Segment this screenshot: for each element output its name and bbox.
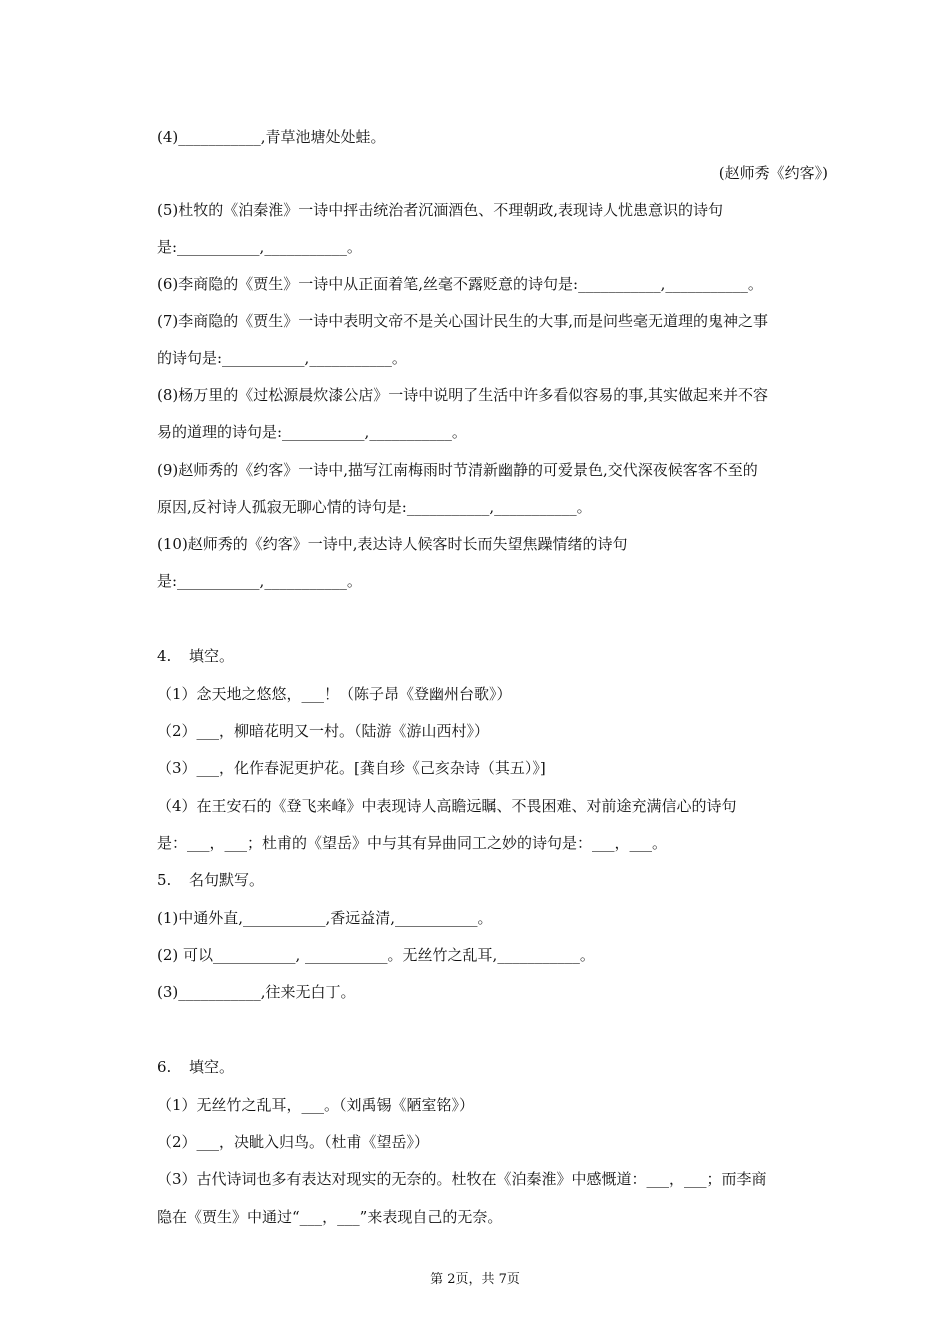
q3-item5-line1: (5)杜牧的《泊秦淮》一诗中抨击统治者沉湎酒色、不理朝政,表现诗人忧患意识的诗句 (157, 201, 724, 219)
q4-item2: （2）___，柳暗花明又一村。（陆游《游山西村》） (157, 722, 490, 740)
q5-number: 5. (157, 871, 172, 889)
q6-item3-line1: （3）古代诗词也多有表达对现实的无奈的。杜牧在《泊秦淮》中感慨道：___，___；而李商 (157, 1170, 767, 1188)
q5-item3: (3)___________,往来无白丁。 (157, 983, 356, 1001)
q4-title: 填空。 (189, 647, 235, 665)
q4-item4-line1: （4）在王安石的《登飞来峰》中表现诗人高瞻远瞩、不畏困难、对前途充满信心的诗句 (157, 797, 737, 815)
q3-item10-line1: (10)赵师秀的《约客》一诗中,表达诗人候客时长而失望焦躁情绪的诗句 (157, 535, 628, 553)
q4-item3: （3）___，化作春泥更护花。[龚自珍《己亥杂诗（其五）》] (157, 759, 546, 777)
q3-item5-line2: 是:___________,___________。 (157, 238, 362, 256)
q6-item1: （1）无丝竹之乱耳，___。（刘禹锡《陋室铭》） (157, 1096, 475, 1114)
q6-number: 6. (157, 1058, 172, 1076)
q6-title: 填空。 (189, 1058, 235, 1076)
q6-item2: （2）___，决眦入归鸟。（杜甫《望岳》） (157, 1133, 430, 1151)
q3-item10-line2: 是:___________,___________。 (157, 572, 362, 590)
q5-title: 名句默写。 (189, 871, 265, 889)
q3-item8-line2: 易的道理的诗句是:___________,___________。 (157, 423, 467, 441)
q4-heading (157, 646, 234, 666)
q6-item3-line2: 隐在《贾生》中通过“___，___”来表现自己的无奈。 (157, 1208, 503, 1226)
q3-item9-line1: (9)赵师秀的《约客》一诗中,描写江南梅雨时节清新幽静的可爱景色,交代深夜候客客不至的 (157, 461, 758, 479)
q3-item7-line2: 的诗句是:___________,___________。 (157, 349, 407, 367)
q3-item8-line1: (8)杨万里的《过松源晨炊漆公店》一诗中说明了生活中许多看似容易的事,其实做起来并不容 (157, 386, 769, 404)
q5-item2: (2) 可以___________, ___________。无丝竹之乱耳,___________。 (157, 946, 595, 964)
page-footer: 第 2页，共 7页 (430, 1272, 520, 1287)
q4-item1: （1）念天地之悠悠，___！（陈子昂《登幽州台歌》） (157, 685, 512, 703)
q6-heading (157, 1057, 234, 1077)
q5-item1: (1)中通外直,___________,香远益清,___________。 (157, 909, 493, 927)
q3-item7-line1: (7)李商隐的《贾生》一诗中表明文帝不是关心国计民生的大事,而是问些毫无道理的鬼神之事 (157, 312, 769, 330)
q3-item4: (4)___________,青草池塘处处蛙。 (157, 128, 386, 146)
q4-number: 4. (157, 647, 172, 665)
q3-item6: (6)李商隐的《贾生》一诗中从正面着笔,丝毫不露贬意的诗句是:___________,___________。 (157, 275, 763, 293)
q4-item4-line2: 是：___，___；杜甫的《望岳》中与其有异曲同工之妙的诗句是：___，___。 (157, 834, 668, 852)
q3-item9-line2: 原因,反衬诗人孤寂无聊心情的诗句是:___________,___________。 (157, 498, 592, 516)
q3-item4-source: (赵师秀《约客》) (718, 164, 828, 182)
q5-heading (157, 870, 264, 890)
